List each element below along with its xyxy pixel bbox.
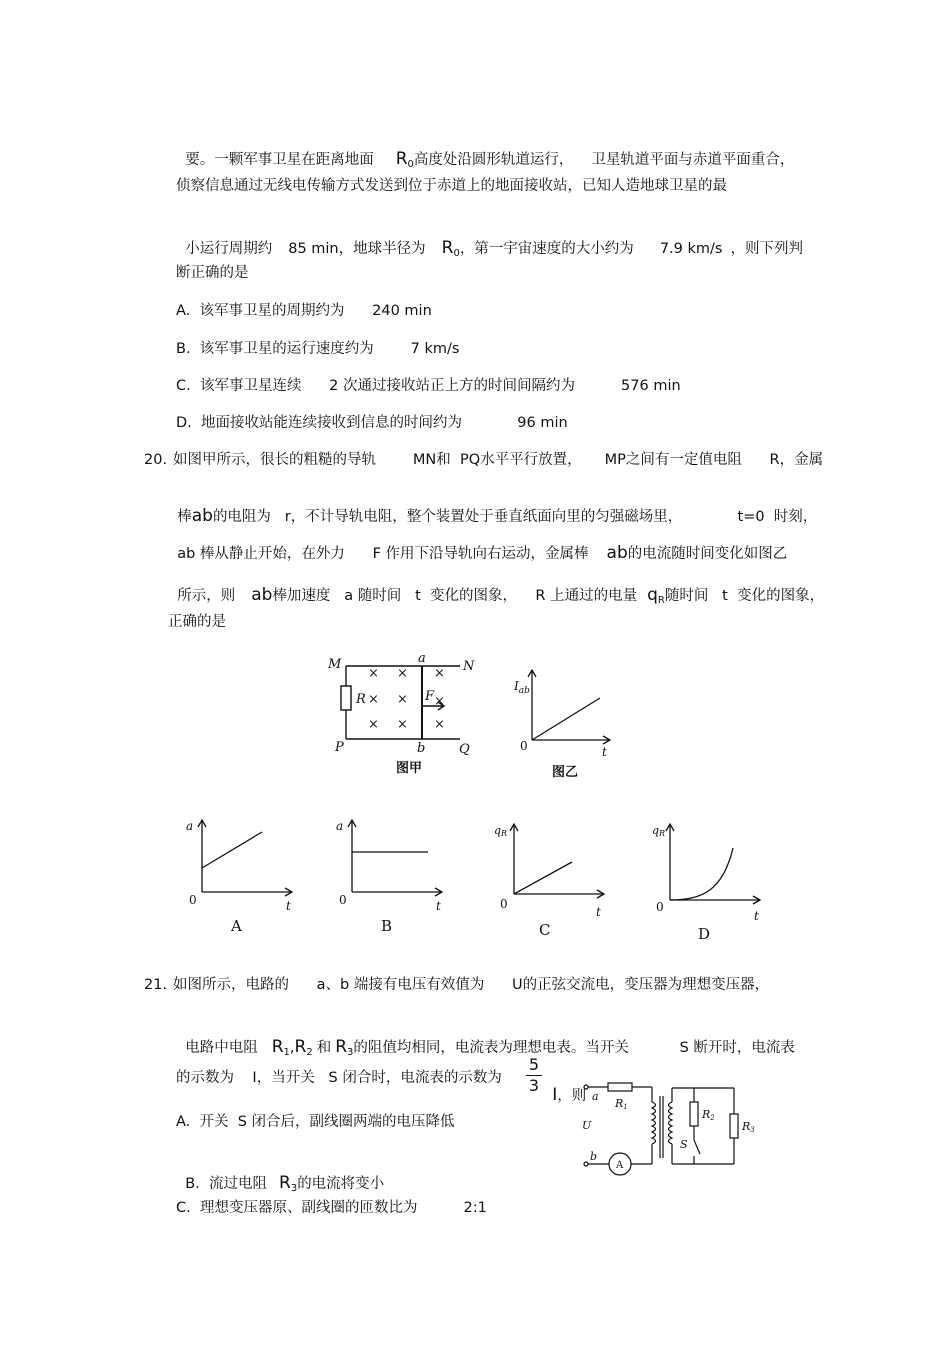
graph-b-xlabel: t [436,899,441,913]
graph-d-ylabel: qR [652,824,666,838]
graph-a-xlabel: t [286,899,291,913]
r2-subscript: 2 [306,1047,313,1058]
switch-s-label: S [680,1138,688,1151]
q21-text-3b: ，则 [557,1088,587,1104]
q21-text-ba: B. 流过电阻 [185,1176,267,1192]
figure-yi-current-graph [510,650,620,780]
field-cross: × [368,666,379,681]
q19-line4: 断正确的是 [176,265,249,281]
ab-symbol-2: ab [606,543,628,563]
graph-a-caption: A [231,917,242,935]
fraction-denominator: 3 [528,1076,540,1095]
q19-option-c: C. 该军事卫星连续 2 次通过接收站正上方的时间间隔约为 576 min [176,378,681,394]
q20-text-2a: 棒 [177,509,192,525]
q20-text-4c: 随时间 t 变化的图象， [664,588,825,604]
graph-d-caption: D [698,925,711,943]
q21-option-c: C. 理想变压器原、副线圈的匝数比为 2:1 [176,1200,487,1216]
figure-jia-rail-diagram [322,648,475,778]
q19-text-3d: 7.9 km/s [659,241,723,257]
graph-c-origin: 0 [500,897,508,911]
ammeter-label: A [616,1160,624,1171]
label-f: F [425,689,435,704]
graph-c-ylabel: qR [494,824,508,838]
q21-option-b [176,1156,384,1198]
resistor-r1-label: R1 [615,1097,628,1111]
q20-text-4a: 所示，则 [177,588,236,604]
r0-symbol-2: R [441,238,454,258]
comma: , [289,1040,295,1056]
r3-subscript-2: 3 [290,1183,298,1194]
field-cross: × [434,694,445,709]
q19-line2: 侦察信息通过无线电传输方式发送到位于赤道上的地面接收站，已知人造地球卫星的最 [176,178,727,194]
r2-symbol: R [294,1037,307,1057]
q21-line3a: 的示数为 I，当开关 S 闭合时，电流表的示数为 [176,1070,502,1086]
current-i-symbol: I [552,1085,558,1105]
label-r: R [356,692,366,707]
label-n: N [463,659,475,674]
and-text: 和 [316,1040,332,1056]
q19-text-1a: 要。一颗军事卫星在距离地面 [185,152,374,168]
ab-symbol-3: ab [251,585,273,605]
graph-d-xlabel: t [754,909,759,923]
r1-symbol: R [271,1037,284,1057]
r3-symbol-2: R [279,1173,291,1193]
q20-line2 [168,489,817,526]
field-cross: × [434,717,445,732]
r1-subscript: 1 [283,1047,290,1058]
graph-b-ylabel: a [336,819,344,833]
q21-line2 [176,1020,795,1062]
q19-text-3c: ，第一宇宙速度的大小约为 [459,241,634,257]
q20-line5: 正确的是 [168,614,226,630]
graph-a-origin: 0 [189,893,197,907]
q20-line3 [168,526,787,563]
terminal-a: a [592,1090,599,1103]
q-subscript: R [657,595,665,606]
q21-text-bb: 的电流将变小 [297,1176,385,1192]
q19-text-3a: 小运行周期约 [185,241,273,257]
transformer-circuit-diagram [572,1076,772,1186]
field-cross: × [397,666,408,681]
graph-b-origin: 0 [339,893,347,907]
fraction-five-thirds [526,1056,542,1095]
r0-symbol: R [395,149,408,169]
q21-line1: 如图所示，电路的 a、b 端接有电压有效值为 U的正弦交流电，变压器为理想变压器， [173,977,770,993]
q19-option-d: D. 地面接收站能连续接收到信息的时间约为 96 min [176,415,568,431]
graph-b-caption: B [381,917,393,935]
q20-text-2b: 的电阻为 r，不计导轨电阻，整个装置处于垂直纸面向里的匀强磁场里， t=0 时刻， [212,509,818,525]
q19-option-a: A. 该军事卫星的周期约为 240 min [176,303,432,319]
q20-line1: 如图甲所示，很长的粗糙的导轨 MN和 PQ水平平行放置， MP之间有一定值电阻 R，金属 [173,452,824,468]
resistor-r2-label: R2 [702,1108,715,1122]
fraction-numerator: 5 [528,1055,540,1074]
q19-text-1c: 卫星轨道平面与赤道平面重合， [591,152,795,168]
q21-option-a: A. 开关 S 闭合后，副线圈两端的电压降低 [176,1114,455,1130]
q19-text-3e: ，则下列判 [730,241,803,257]
field-cross: × [397,717,408,732]
ab-symbol: ab [191,506,213,526]
graph-a-ylabel: a [186,819,194,833]
r0-subscript-2: 0 [453,248,460,259]
voltage-u: U [582,1119,592,1132]
label-m: M [328,657,342,672]
q-symbol: q [647,585,658,605]
r3-symbol: R [335,1037,348,1057]
field-cross: × [397,692,408,707]
q19-text-1b: 高度处沿圆形轨道运行， [413,152,574,168]
caption-yi: 图乙 [552,765,579,780]
label-b-bottom: b [417,741,426,756]
r3-subscript: 3 [347,1047,354,1058]
field-cross: × [368,717,379,732]
q21-text-2b: 的阻值均相同，电流表为理想电表。当开关 S 断开时，电流表 [353,1040,795,1056]
q19-text-3b: 85 min，地球半径为 [288,241,426,257]
q20-text-3b: 的电流随时间变化如图乙 [627,546,788,562]
resistor-r3-label: R3 [742,1120,755,1134]
q20-text-4b: 棒加速度 a 随时间 t 变化的图象， R 上通过的电量 [272,588,638,604]
axis-label-i: $I_{ab}$ [514,679,530,696]
answer-graph-b [330,812,450,942]
q20-line4 [168,568,824,610]
answer-graph-a [180,812,300,942]
terminal-b: b [590,1150,598,1163]
axis-label-t: t [602,745,607,759]
answer-graph-c [492,812,612,942]
label-a-top: a [418,651,426,666]
q21-number: 21. [144,977,168,993]
r0-subscript: 0 [407,159,414,170]
q20-text-3a: ab 棒从静止开始，在外力 F 作用下沿导轨向右运动，金属棒 [177,546,589,562]
q19-line3 [176,221,803,263]
graph-c-xlabel: t [596,905,601,919]
label-p: P [335,740,344,755]
q21-text-2a: 电路中电阻 [185,1040,258,1056]
q19-option-b: B. 该军事卫星的运行速度约为 7 km/s [176,341,460,357]
label-q: Q [459,742,470,757]
field-cross: × [434,666,445,681]
q20-number: 20. [144,452,168,468]
q19-line1 [176,132,794,174]
graph-c-caption: C [539,921,551,939]
field-cross: × [368,692,379,707]
answer-graph-d [648,812,768,942]
graph-d-origin: 0 [656,900,664,914]
caption-jia: 图甲 [396,761,423,776]
origin-label: 0 [520,739,528,753]
